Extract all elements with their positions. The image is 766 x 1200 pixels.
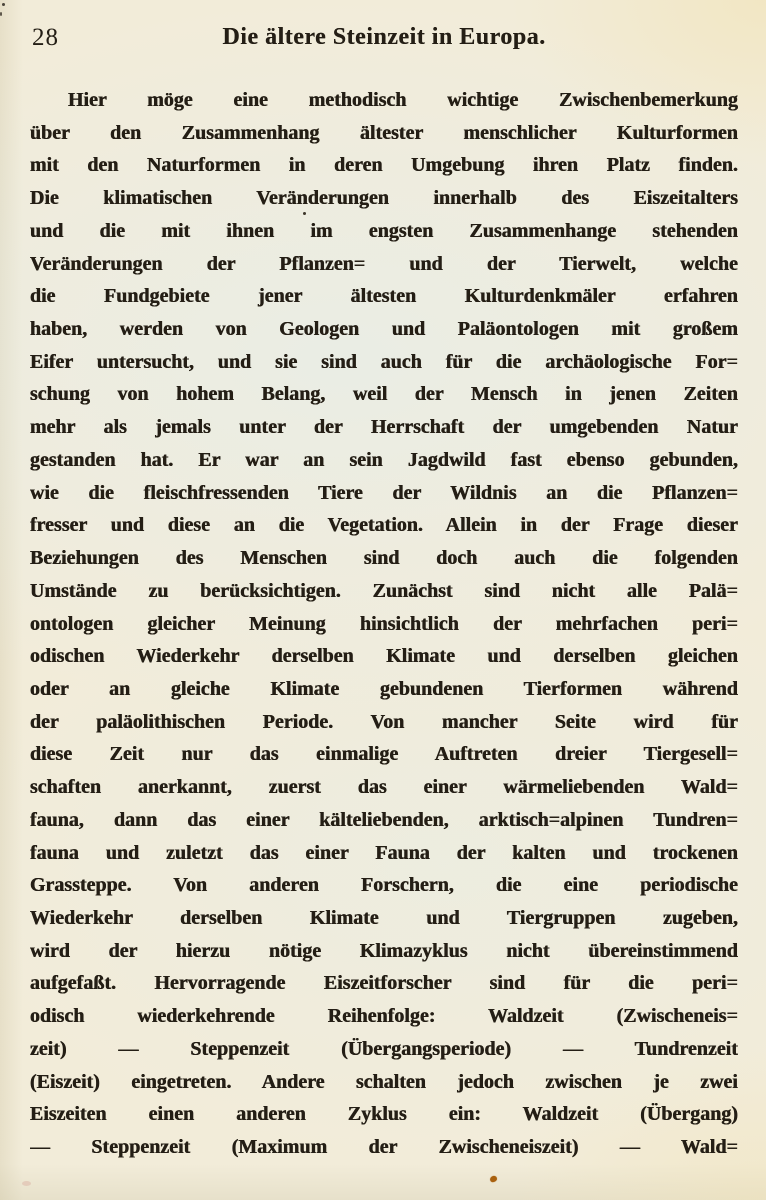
page-header: [30, 24, 738, 56]
text-line: Umstände zu berücksichtigen. Zunächst sind nicht alle Palä=: [30, 579, 738, 602]
text-line: wird der hierzu nötige Klimazyklus nicht übereinstimmend: [30, 939, 738, 962]
text-line: schung von hohem Belang, weil der Mensch in jenen Zeiten: [30, 383, 738, 406]
foxing-speck: [489, 1175, 497, 1183]
text-line: mehr als jemals unter der Herrschaft der umgebenden Natur: [30, 416, 738, 439]
running-title: Die ältere Steinzeit in Europa.: [222, 24, 546, 50]
text-line: odischen Wiederkehr derselben Klimate und derselben gleichen: [30, 645, 738, 668]
text-line: (Eiszeit) eingetreten. Andere schalten jedoch zwischen je zwei: [30, 1070, 738, 1093]
text-line: Wiederkehr derselben Klimate und Tiergruppen zugeben,: [30, 906, 738, 929]
faint-smudge-speck: [22, 1181, 31, 1186]
text-line: fresser und diese an die Vegetation. Allein in der Frage dieser: [30, 514, 738, 537]
text-line: Eifer untersucht, und sie sind auch für die archäologische For=: [30, 350, 738, 373]
text-line: fauna, dann das einer kälteliebenden, arktisch=alpinen Tundren=: [30, 808, 738, 831]
text-line: aufgefaßt. Hervorragende Eiszeitforscher sind für die peri=: [30, 972, 738, 995]
text-line: diese Zeit nur das einmalige Auftreten dreier Tiergesell=: [30, 743, 738, 766]
text-line: und die mit ihnen im engsten Zusammenhange stehenden: [30, 219, 738, 242]
text-line: wie die fleischfressenden Tiere der Wildnis an die Pflanzen=: [30, 481, 738, 504]
text-line: Grassteppe. Von anderen Forschern, die eine periodische: [30, 874, 738, 897]
text-line: der paläolithischen Periode. Von mancher Seite wird für: [30, 710, 738, 733]
text-line: — Steppenzeit (Maximum der Zwischeneiszeit) — Wald=: [30, 1136, 738, 1158]
text-line: gestanden hat. Er war an sein Jagdwild fast ebenso gebunden,: [30, 448, 738, 471]
text-line: Beziehungen des Menschen sind doch auch die folgenden: [30, 547, 738, 570]
text-line: die Fundgebiete jener ältesten Kulturdenkmäler erfahren: [30, 285, 738, 308]
text-line: schaften anerkannt, zuerst das einer wärmeliebenden Wald=: [30, 776, 738, 799]
corner-speck: [0, 12, 2, 16]
text-line: fauna und zuletzt das einer Fauna der kalten und trockenen: [30, 841, 738, 864]
text-line: Die klimatischen Veränderungen innerhalb des Eiszeitalters: [30, 187, 738, 210]
text-line: haben, werden von Geologen und Paläontologen mit großem: [30, 318, 738, 341]
text-line: Veränderungen der Pflanzen= und der Tierwelt, welche: [30, 252, 738, 275]
text-line: mit den Naturformen in deren Umgebung ihren Platz finden.: [30, 154, 738, 177]
text-line: zeit) — Steppenzeit (Übergangsperiode) — Tundrenzeit: [30, 1037, 738, 1060]
page-number: 28: [32, 24, 59, 51]
text-line: oder an gleiche Klimate gebundenen Tierformen während: [30, 677, 738, 700]
body-text: [30, 84, 738, 1164]
text-line: über den Zusammenhang ältester menschlicher Kulturformen: [30, 121, 738, 144]
corner-speck: [2, 3, 5, 6]
text-line: ontologen gleicher Meinung hinsichtlich der mehrfachen peri=: [30, 612, 738, 635]
text-line: Hier möge eine methodisch wichtige Zwischenbemerkung: [68, 89, 738, 111]
text-line: odisch wiederkehrende Reihenfolge: Waldzeit (Zwischeneis=: [30, 1005, 738, 1028]
text-line: Eiszeiten einen anderen Zyklus ein: Waldzeit (Übergang): [30, 1103, 738, 1126]
